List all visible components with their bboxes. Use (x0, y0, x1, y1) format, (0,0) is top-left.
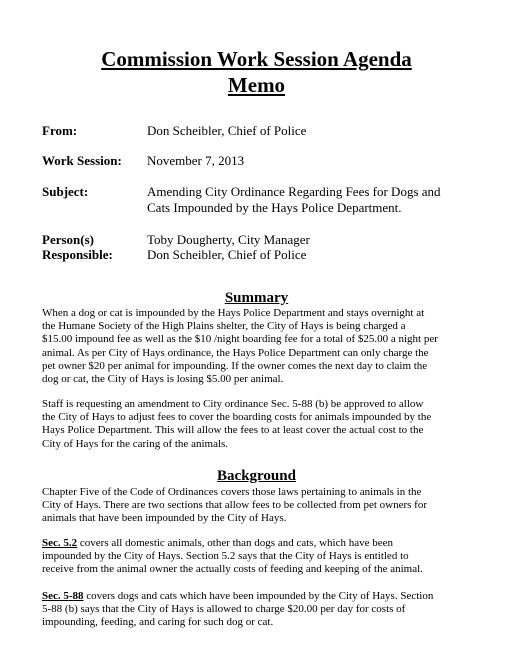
text-line: City of Hays for the caring of the animals. (42, 437, 229, 450)
subject-value-line1: Amending City Ordinance Regarding Fees for Dogs and (147, 184, 441, 199)
background-paragraph-2 (42, 537, 482, 577)
text-line: impounding, feeding, and caring for such dog or cat. (42, 616, 274, 629)
summary-heading: Summary (224, 290, 289, 306)
text-line: impounded by the City of Hays. Section 5.2 says that the City of Hays is entitled to (42, 550, 409, 563)
text-line: Hays Police Department. This will allow the fees to at least cover the actual cost to the (42, 424, 424, 437)
memo-title-line2: Memo (227, 73, 286, 97)
section-ref-5-2: Sec. 5.2 (42, 537, 78, 549)
summary-paragraph-2 (42, 398, 482, 451)
text-line: animals that have been impounded by the City of Hays. (42, 512, 287, 525)
text-run: covers dogs and cats which have been impounded by the City of Hays. Section (83, 590, 434, 602)
work-session-value: November 7, 2013 (147, 153, 245, 168)
text-line: pet owner $20 per animal for impounding. If the owner comes the next day to claim the (42, 359, 428, 372)
memo-title-line1: Commission Work Session Agenda (101, 47, 412, 71)
text-line: the City of Hays to adjust fees to cover the boarding costs for animals impounded by the (42, 411, 432, 424)
text-line: Staff is requesting an amendment to City ordinance Sec. 5-88 (b) be approved to allow (42, 398, 424, 410)
persons-value-line2: Don Scheibler, Chief of Police (147, 247, 307, 262)
text-line: animal. As per City of Hays ordinance, the Hays Police Department can only charge the (42, 346, 429, 359)
text-run: covers all domestic animals, other than dogs and cats, which have been (77, 537, 393, 549)
background-paragraph-3 (42, 590, 482, 630)
summary-paragraph-1 (42, 307, 482, 386)
from-value: Don Scheibler, Chief of Police (147, 123, 307, 138)
from-label: From: (42, 123, 78, 138)
background-heading: Background (217, 468, 296, 484)
text-line: receive from the animal owner the actually costs of feeding and keeping of the animal. (42, 563, 423, 576)
persons-label-line2: Responsible: (42, 247, 113, 262)
text-line (42, 537, 482, 550)
text-line: When a dog or cat is impounded by the Hays Police Department and stays overnight at (42, 307, 425, 319)
text-line: the Humane Society of the High Plains shelter, the City of Hays is being charged a (42, 320, 406, 333)
work-session-label: Work Session: (42, 153, 122, 168)
background-paragraph-1 (42, 486, 482, 526)
text-line: Chapter Five of the Code of Ordinances covers those laws pertaining to animals in the (42, 486, 422, 498)
section-ref-5-88: Sec. 5-88 (42, 590, 84, 602)
text-line: $15.00 impound fee as well as the $10 /night boarding fee for a total of $25.00 a night per (42, 333, 438, 346)
text-line: 5-88 (b) says that the City of Hays is allowed to charge $20.00 per day for costs of (42, 603, 406, 616)
persons-label-line1: Person(s) (42, 232, 94, 247)
text-line: City of Hays. There are two sections that allow fees to be collected from pet owners for (42, 499, 427, 512)
text-line (42, 590, 482, 603)
text-line: dog or cat, the City of Hays is losing $5.00 per animal. (42, 373, 284, 386)
persons-value-line1: Toby Dougherty, City Manager (147, 232, 310, 247)
subject-value-line2: Cats Impounded by the Hays Police Department. (147, 200, 402, 215)
subject-label: Subject: (42, 184, 89, 199)
